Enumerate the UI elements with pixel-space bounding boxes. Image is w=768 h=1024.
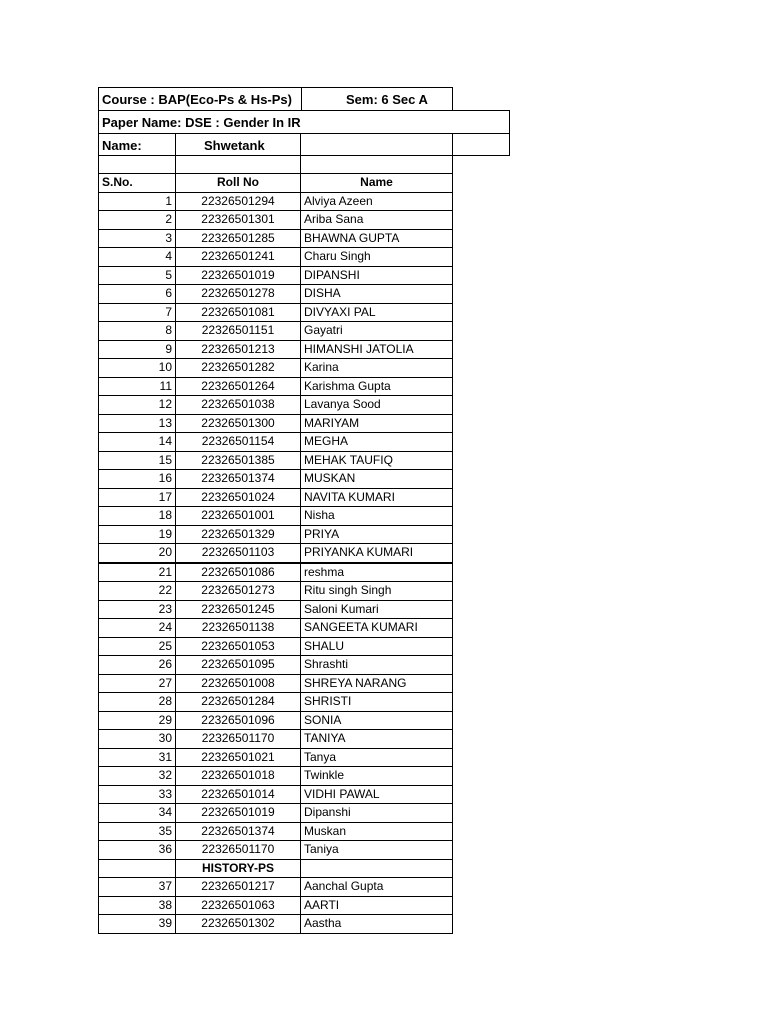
cell-sno: 29 bbox=[99, 711, 176, 730]
course-text: Course : BAP(Eco-Ps & Hs-Ps) bbox=[102, 92, 292, 107]
cell-name: Nisha bbox=[301, 507, 453, 526]
cell-roll: 22326501213 bbox=[176, 340, 301, 359]
paper-text: Paper Name: DSE : Gender In IR bbox=[102, 115, 301, 130]
cell-name: reshma bbox=[301, 563, 453, 582]
table-row bbox=[99, 433, 453, 452]
spacer-cell bbox=[98, 155, 176, 174]
cell-roll: 22326501302 bbox=[176, 915, 301, 934]
cell-sno: 33 bbox=[99, 785, 176, 804]
table-row bbox=[99, 470, 453, 489]
table-row bbox=[99, 563, 453, 582]
cell-name: SHRISTI bbox=[301, 693, 453, 712]
cell-sno: 35 bbox=[99, 822, 176, 841]
cell-roll: 22326501021 bbox=[176, 748, 301, 767]
cell-name: Charu Singh bbox=[301, 248, 453, 267]
cell-roll: 22326501014 bbox=[176, 785, 301, 804]
cell-sno: 37 bbox=[99, 878, 176, 897]
cell-sno: 36 bbox=[99, 841, 176, 860]
cell-sno: 25 bbox=[99, 637, 176, 656]
cell-sno: 3 bbox=[99, 229, 176, 248]
cell-roll: 22326501273 bbox=[176, 582, 301, 601]
table-row bbox=[99, 878, 453, 897]
cell-name: Ariba Sana bbox=[301, 211, 453, 230]
cell-name: MARIYAM bbox=[301, 414, 453, 433]
cell-sno: 38 bbox=[99, 896, 176, 915]
cell-roll: 22326501300 bbox=[176, 414, 301, 433]
cell-name: DIPANSHI bbox=[301, 266, 453, 285]
table-row bbox=[99, 488, 453, 507]
cell-name: Saloni Kumari bbox=[301, 600, 453, 619]
cell-sno: 10 bbox=[99, 359, 176, 378]
cell-name: PRIYA bbox=[301, 525, 453, 544]
cell-sno: 17 bbox=[99, 488, 176, 507]
table-row bbox=[99, 544, 453, 563]
cell-name: AARTI bbox=[301, 896, 453, 915]
cell-name: Karina bbox=[301, 359, 453, 378]
table-row bbox=[99, 915, 453, 934]
cell-name: Muskan bbox=[301, 822, 453, 841]
table-row bbox=[99, 322, 453, 341]
table-row bbox=[99, 396, 453, 415]
cell-roll: 22326501151 bbox=[176, 322, 301, 341]
table-row bbox=[99, 730, 453, 749]
table-row bbox=[99, 582, 453, 601]
table-row bbox=[99, 266, 453, 285]
cell-roll: 22326501019 bbox=[176, 804, 301, 823]
cell-name: Karishma Gupta bbox=[301, 377, 453, 396]
sem-cell bbox=[301, 87, 453, 111]
name-label: Name: bbox=[102, 138, 142, 153]
blank-cell bbox=[452, 133, 510, 156]
cell-name: MEHAK TAUFIQ bbox=[301, 451, 453, 470]
cell-roll: 22326501008 bbox=[176, 674, 301, 693]
cell-name: DIVYAXI PAL bbox=[301, 303, 453, 322]
cell-name: TANIYA bbox=[301, 730, 453, 749]
cell-sno: 22 bbox=[99, 582, 176, 601]
column-header-sno: S.No. bbox=[99, 174, 176, 193]
cell-roll: 22326501301 bbox=[176, 211, 301, 230]
cell-sno bbox=[99, 859, 176, 878]
cell-roll: 22326501329 bbox=[176, 525, 301, 544]
cell-roll: 22326501264 bbox=[176, 377, 301, 396]
cell-sno: 18 bbox=[99, 507, 176, 526]
table-row bbox=[99, 451, 453, 470]
cell-sno: 16 bbox=[99, 470, 176, 489]
sem-text: Sem: 6 Sec A bbox=[346, 92, 428, 107]
cell-sno: 27 bbox=[99, 674, 176, 693]
cell-sno: 6 bbox=[99, 285, 176, 304]
table-row bbox=[99, 822, 453, 841]
cell-roll: 22326501284 bbox=[176, 693, 301, 712]
cell-name: DISHA bbox=[301, 285, 453, 304]
table-row bbox=[99, 896, 453, 915]
cell-name: Alviya Azeen bbox=[301, 192, 453, 211]
cell-sno: 21 bbox=[99, 563, 176, 582]
table-row bbox=[99, 693, 453, 712]
cell-name: BHAWNA GUPTA bbox=[301, 229, 453, 248]
table-row bbox=[99, 767, 453, 786]
cell-sno: 7 bbox=[99, 303, 176, 322]
table-row bbox=[99, 211, 453, 230]
cell-roll: HISTORY-PS bbox=[176, 859, 301, 878]
cell-sno: 11 bbox=[99, 377, 176, 396]
cell-roll: 22326501217 bbox=[176, 878, 301, 897]
cell-roll: 22326501154 bbox=[176, 433, 301, 452]
cell-sno: 2 bbox=[99, 211, 176, 230]
name-value-cell bbox=[175, 133, 301, 156]
cell-sno: 13 bbox=[99, 414, 176, 433]
table-row bbox=[99, 192, 453, 211]
cell-name: Dipanshi bbox=[301, 804, 453, 823]
cell-name: SHALU bbox=[301, 637, 453, 656]
cell-roll: 22326501278 bbox=[176, 285, 301, 304]
cell-sno: 9 bbox=[99, 340, 176, 359]
cell-name: Ritu singh Singh bbox=[301, 582, 453, 601]
table-header-row bbox=[99, 174, 453, 193]
cell-sno: 12 bbox=[99, 396, 176, 415]
cell-sno: 32 bbox=[99, 767, 176, 786]
cell-sno: 31 bbox=[99, 748, 176, 767]
table-row bbox=[99, 507, 453, 526]
cell-roll: 22326501001 bbox=[176, 507, 301, 526]
cell-roll: 22326501018 bbox=[176, 767, 301, 786]
cell-sno: 34 bbox=[99, 804, 176, 823]
table-row bbox=[99, 229, 453, 248]
table-row bbox=[99, 600, 453, 619]
cell-roll: 22326501095 bbox=[176, 656, 301, 675]
spacer-cell bbox=[175, 155, 301, 174]
cell-roll: 22326501063 bbox=[176, 896, 301, 915]
cell-name: PRIYANKA KUMARI bbox=[301, 544, 453, 563]
cell-roll: 22326501138 bbox=[176, 619, 301, 638]
cell-roll: 22326501103 bbox=[176, 544, 301, 563]
cell-roll: 22326501086 bbox=[176, 563, 301, 582]
table-row bbox=[99, 656, 453, 675]
table-row bbox=[99, 748, 453, 767]
cell-name: Aanchal Gupta bbox=[301, 878, 453, 897]
cell-sno: 15 bbox=[99, 451, 176, 470]
cell-roll: 22326501170 bbox=[176, 841, 301, 860]
column-header-name: Name bbox=[301, 174, 453, 193]
table-row bbox=[99, 285, 453, 304]
cell-roll: 22326501170 bbox=[176, 730, 301, 749]
cell-roll: 22326501081 bbox=[176, 303, 301, 322]
table-row bbox=[99, 841, 453, 860]
group-row bbox=[99, 859, 453, 878]
cell-name: Gayatri bbox=[301, 322, 453, 341]
cell-roll: 22326501024 bbox=[176, 488, 301, 507]
cell-roll: 22326501374 bbox=[176, 822, 301, 841]
cell-name: MUSKAN bbox=[301, 470, 453, 489]
paper-cell bbox=[98, 110, 510, 134]
cell-name: MEGHA bbox=[301, 433, 453, 452]
cell-sno: 8 bbox=[99, 322, 176, 341]
table-row bbox=[99, 303, 453, 322]
cell-roll: 22326501038 bbox=[176, 396, 301, 415]
cell-name: SANGEETA KUMARI bbox=[301, 619, 453, 638]
cell-sno: 30 bbox=[99, 730, 176, 749]
cell-roll: 22326501285 bbox=[176, 229, 301, 248]
cell-sno: 20 bbox=[99, 544, 176, 563]
table-row bbox=[99, 414, 453, 433]
cell-name: Tanya bbox=[301, 748, 453, 767]
cell-sno: 19 bbox=[99, 525, 176, 544]
course-cell bbox=[98, 87, 302, 111]
table-row bbox=[99, 619, 453, 638]
table-row bbox=[99, 340, 453, 359]
cell-roll: 22326501282 bbox=[176, 359, 301, 378]
roster-table bbox=[98, 173, 453, 934]
table-row bbox=[99, 804, 453, 823]
cell-sno: 26 bbox=[99, 656, 176, 675]
cell-sno: 14 bbox=[99, 433, 176, 452]
cell-roll: 22326501385 bbox=[176, 451, 301, 470]
cell-roll: 22326501245 bbox=[176, 600, 301, 619]
cell-sno: 24 bbox=[99, 619, 176, 638]
spacer-cell bbox=[300, 155, 453, 174]
cell-name: VIDHI PAWAL bbox=[301, 785, 453, 804]
blank-cell bbox=[300, 133, 453, 156]
cell-name: Aastha bbox=[301, 915, 453, 934]
cell-name: Lavanya Sood bbox=[301, 396, 453, 415]
table-row bbox=[99, 525, 453, 544]
cell-sno: 23 bbox=[99, 600, 176, 619]
cell-name: NAVITA KUMARI bbox=[301, 488, 453, 507]
roster-body bbox=[99, 192, 453, 933]
table-row bbox=[99, 674, 453, 693]
cell-name: HIMANSHI JATOLIA bbox=[301, 340, 453, 359]
cell-name: Shrashti bbox=[301, 656, 453, 675]
table-row bbox=[99, 637, 453, 656]
column-header-roll: Roll No bbox=[176, 174, 301, 193]
table-row bbox=[99, 248, 453, 267]
cell-sno: 5 bbox=[99, 266, 176, 285]
cell-name: SONIA bbox=[301, 711, 453, 730]
cell-roll: 22326501019 bbox=[176, 266, 301, 285]
cell-sno: 28 bbox=[99, 693, 176, 712]
cell-sno: 39 bbox=[99, 915, 176, 934]
cell-roll: 22326501241 bbox=[176, 248, 301, 267]
cell-name: Twinkle bbox=[301, 767, 453, 786]
cell-name: SHREYA NARANG bbox=[301, 674, 453, 693]
cell-sno: 1 bbox=[99, 192, 176, 211]
table-row bbox=[99, 711, 453, 730]
cell-roll: 22326501096 bbox=[176, 711, 301, 730]
name-label-cell bbox=[98, 133, 176, 156]
name-value: Shwetank bbox=[204, 138, 265, 153]
cell-roll: 22326501294 bbox=[176, 192, 301, 211]
cell-roll: 22326501374 bbox=[176, 470, 301, 489]
cell-roll: 22326501053 bbox=[176, 637, 301, 656]
cell-name: Taniya bbox=[301, 841, 453, 860]
cell-name bbox=[301, 859, 453, 878]
table-row bbox=[99, 377, 453, 396]
cell-sno: 4 bbox=[99, 248, 176, 267]
table-row bbox=[99, 359, 453, 378]
table-row bbox=[99, 785, 453, 804]
